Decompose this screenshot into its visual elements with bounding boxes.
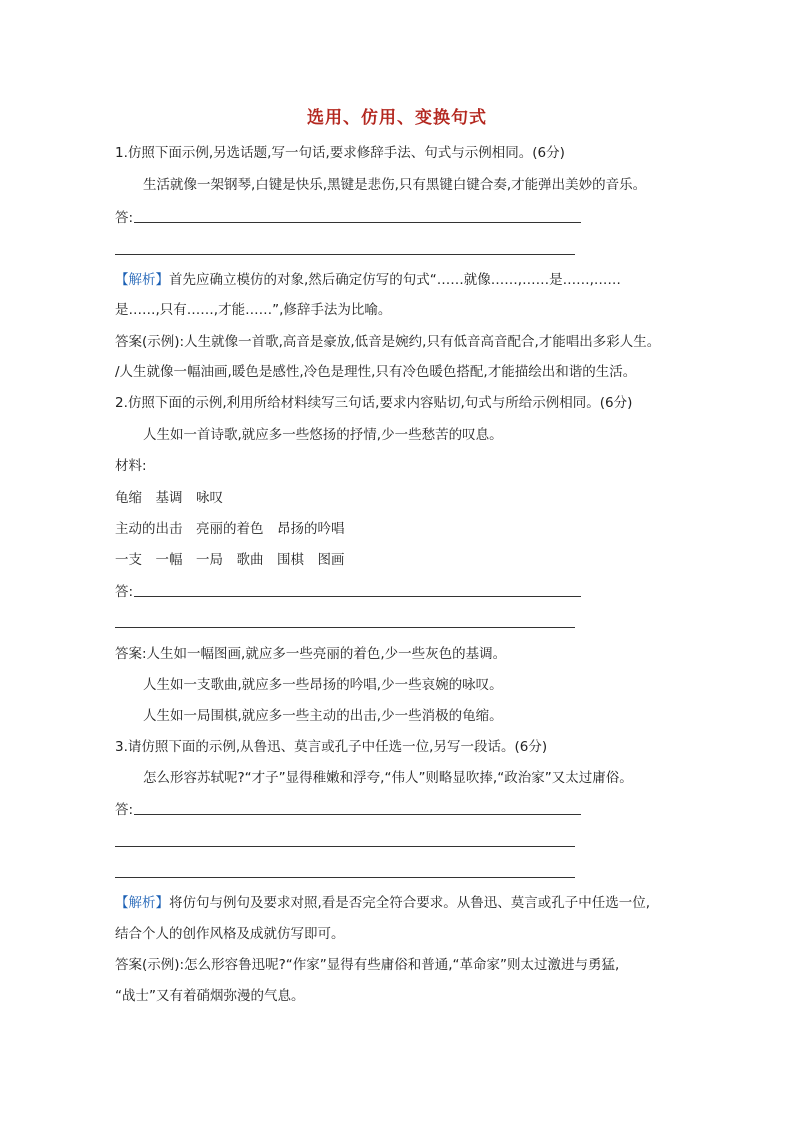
analysis-tag: 【解析】 (115, 895, 169, 911)
page-title: 选用、仿用、变换句式 (307, 108, 487, 128)
q2-question: 2.仿照下面的示例,利用所给材料续写三句话,要求内容贴切,句式与所给示例相同。(6分) (115, 395, 633, 411)
q1-example: 生活就像一架钢琴,白键是快乐,黑键是悲伤,只有黑键白键合奏,才能弹出美妙的音乐。 (143, 177, 647, 193)
q1-analysis-line-1 (115, 270, 621, 290)
q3-example: 怎么形容苏轼呢?“才子”显得稚嫩和浮夸,“伟人”则略显吹捧,“政治家”又太过庸俗。 (143, 770, 633, 786)
q2-answer-3: 人生如一局围棋,就应多一些主动的出击,少一些消极的龟缩。 (143, 708, 503, 724)
q3-sample-answer-2: “战士”又有着硝烟弥漫的气息。 (115, 988, 305, 1004)
q1-analysis-text: 首先应确立模仿的对象,然后确定仿写的句式“……就像……,……是……,…… (169, 272, 621, 288)
q2-answer-label: 答: (115, 584, 134, 600)
q3-analysis-line-1 (115, 893, 650, 913)
q2-answer-line-1 (134, 596, 581, 597)
q3-analysis-line-2: 结合个人的创作风格及成就仿写即可。 (115, 926, 345, 942)
q3-sample-answer-1: 答案(示例):怎么形容鲁迅呢?“作家”显得有些庸俗和普通,“革命家”则太过激进与勇猛, (115, 957, 620, 973)
q1-sample-answer-1: 答案(示例):人生就像一首歌,高音是豪放,低音是婉约,只有低音高音配合,才能唱出多彩人生。 (115, 334, 661, 350)
q3-answer-line-3 (115, 877, 575, 878)
q1-analysis-line-2: 是……,只有……,才能……”,修辞手法为比喻。 (115, 302, 392, 318)
q2-answer-2: 人生如一支歌曲,就应多一些昂扬的吟唱,少一些哀婉的咏叹。 (143, 677, 503, 693)
q1-answer-label: 答: (115, 210, 134, 226)
q2-answer-1: 答案:人生如一幅图画,就应多一些亮丽的着色,少一些灰色的基调。 (115, 646, 507, 662)
q3-answer-label: 答: (115, 802, 134, 818)
q3-analysis-text: 将仿句与例句及要求对照,看是否完全符合要求。从鲁迅、莫言或孔子中任选一位, (169, 895, 651, 911)
q1-question: 1.仿照下面示例,另选话题,写一句话,要求修辞手法、句式与示例相同。(6分) (115, 145, 565, 161)
q2-answer-line-2 (115, 627, 575, 628)
q3-answer-line-2 (115, 846, 575, 847)
q2-material-label: 材料: (115, 458, 147, 474)
q2-material-1: 龟缩 基调 咏叹 (115, 490, 223, 506)
analysis-tag: 【解析】 (115, 272, 169, 288)
q2-material-2: 主动的出击 亮丽的着色 昂扬的吟唱 (115, 521, 345, 537)
q2-example: 人生如一首诗歌,就应多一些悠扬的抒情,少一些愁苦的叹息。 (143, 427, 503, 443)
q1-answer-line-1 (134, 222, 581, 223)
q3-question: 3.请仿照下面的示例,从鲁迅、莫言或孔子中任选一位,另写一段话。(6分) (115, 739, 548, 755)
q1-sample-answer-2: /人生就像一幅油画,暖色是感性,冷色是理性,只有冷色暖色搭配,才能描绘出和谐的生活。 (115, 364, 637, 380)
q2-material-3: 一支 一幅 一局 歌曲 围棋 图画 (115, 552, 345, 568)
q1-answer-line-2 (115, 254, 575, 255)
q3-answer-line-1 (134, 814, 581, 815)
